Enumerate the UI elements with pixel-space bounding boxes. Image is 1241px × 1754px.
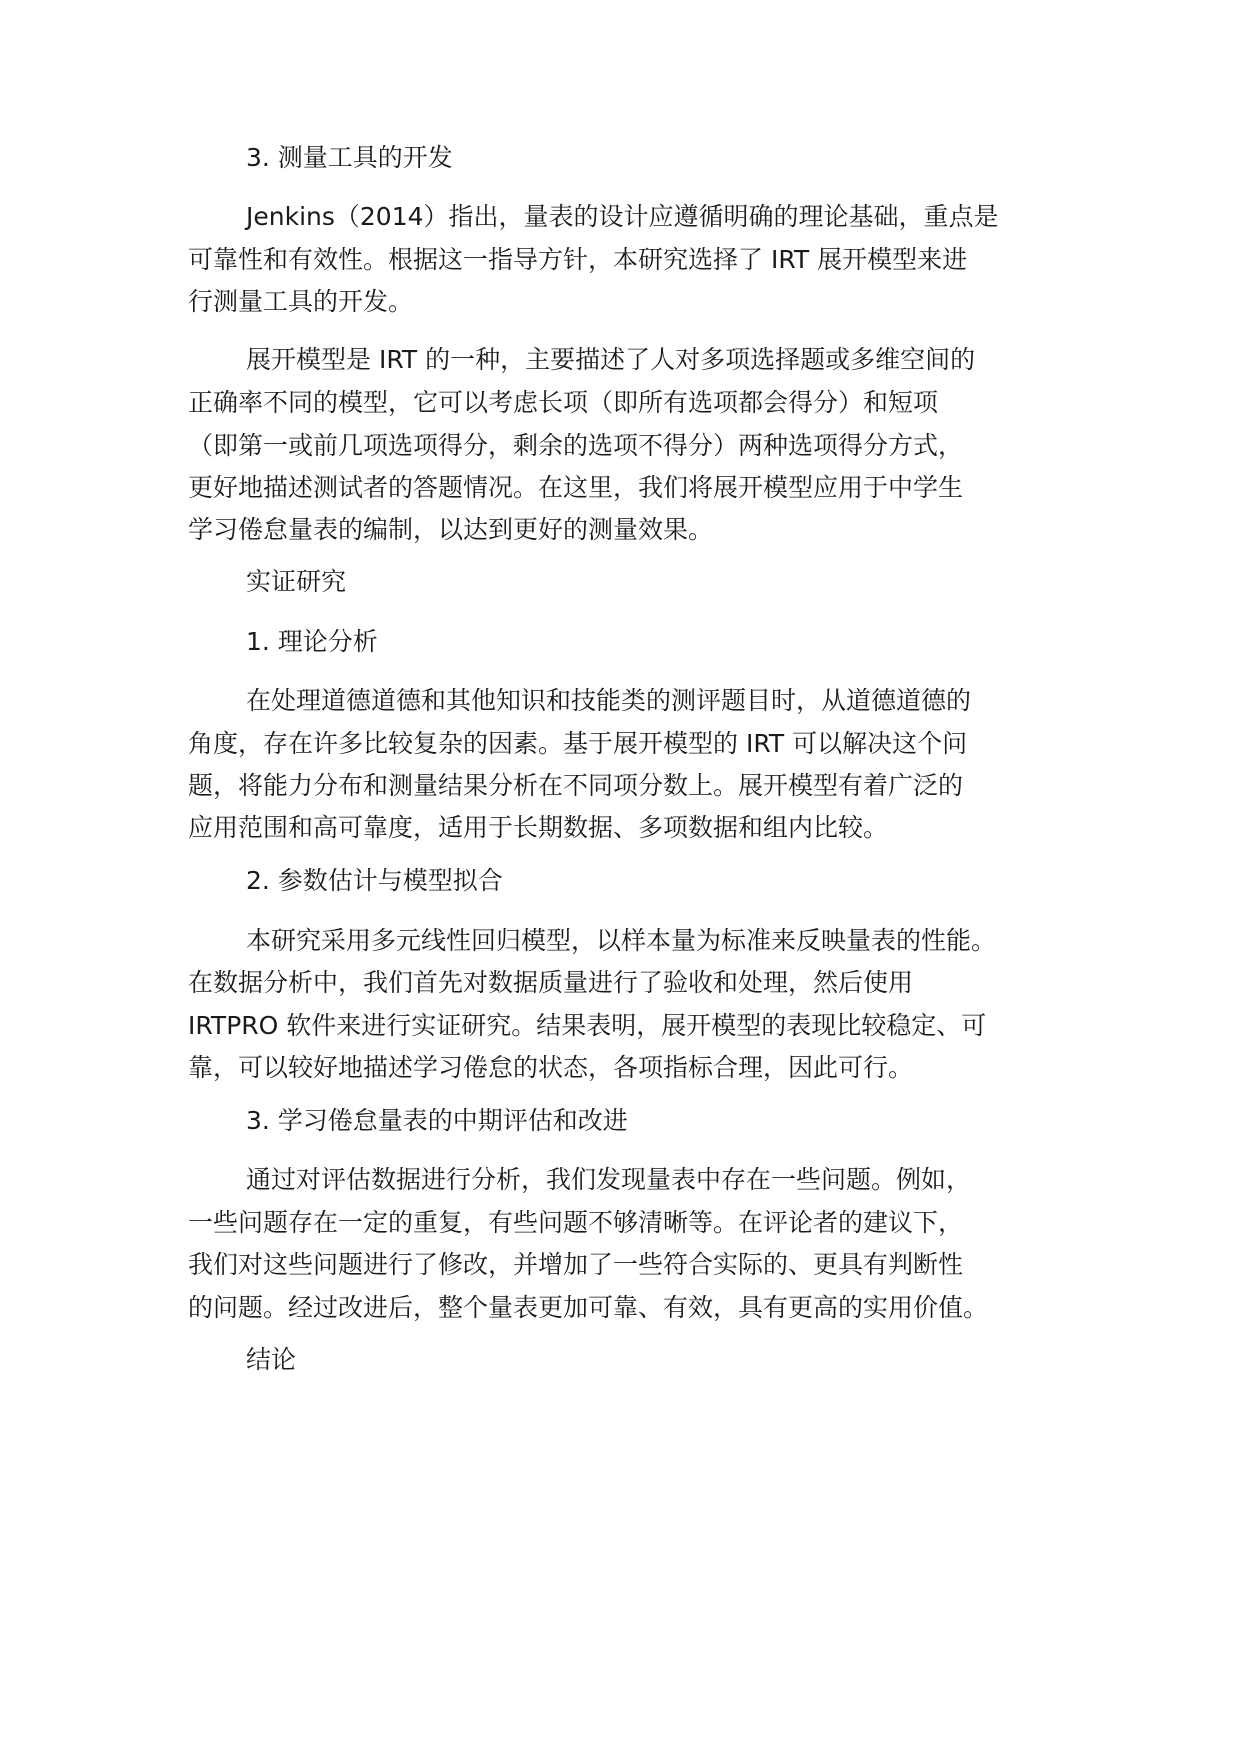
paragraph-params-line-2: 在数据分析中，我们首先对数据质量进行了验收和处理，然后使用 [188,968,914,997]
paragraph-model-line-1: 展开模型是 IRT 的一种，主要描述了人对多项选择题或多维空间的 [246,345,976,374]
paragraph-params-line-3: IRTPRO 软件来进行实证研究。结果表明，展开模型的表现比较稳定、可 [188,1011,987,1040]
paragraph-jenkins-line-2: 可靠性和有效性。根据这一指导方针，本研究选择了 IRT 展开模型来进 [188,245,968,274]
paragraph-model-line-5: 学习倦怠量表的编制，以达到更好的测量效果。 [188,515,714,544]
paragraph-midterm-line-2: 一些问题存在一定的重复，有些问题不够清晰等。在评论者的建议下， [188,1208,964,1237]
paragraph-jenkins-line-3: 行测量工具的开发。 [188,287,414,316]
paragraph-model-line-2: 正确率不同的模型，它可以考虑长项（即所有选项都会得分）和短项 [188,388,939,417]
paragraph-midterm-line-4: 的问题。经过改进后，整个量表更加可靠、有效，具有更高的实用价值。 [188,1293,989,1322]
paragraph-theory-line-1: 在处理道德道德和其他知识和技能类的测评题目时，从道德道德的 [246,686,972,715]
paragraph-params-line-4: 靠，可以较好地描述学习倦怠的状态，各项指标合理，因此可行。 [188,1053,914,1082]
paragraph-midterm-line-1: 通过对评估数据进行分析，我们发现量表中存在一些问题。例如， [246,1165,972,1194]
paragraph-theory-line-2: 角度，存在许多比较复杂的因素。基于展开模型的 IRT 可以解决这个问 [188,729,968,758]
paragraph-params-line-1: 本研究采用多元线性回归模型，以样本量为标准来反映量表的性能。 [246,926,997,955]
paragraph-theory-line-4: 应用范围和高可靠度，适用于长期数据、多项数据和组内比较。 [188,813,889,842]
paragraph-midterm-line-3: 我们对这些问题进行了修改，并增加了一些符合实际的、更具有判断性 [188,1250,964,1279]
subsection-heading-parameter-estimation: 2. 参数估计与模型拟合 [246,866,503,895]
section-heading-tool-development: 3. 测量工具的开发 [246,143,453,172]
section-heading-empirical-study: 实证研究 [246,567,347,596]
paragraph-jenkins-line-1: Jenkins（2014）指出，量表的设计应遵循明确的理论基础，重点是 [246,202,999,231]
subsection-heading-midterm-evaluation: 3. 学习倦怠量表的中期评估和改进 [246,1106,628,1135]
paragraph-model-line-4: 更好地描述测试者的答题情况。在这里，我们将展开模型应用于中学生 [188,473,964,502]
paragraph-theory-line-3: 题，将能力分布和测量结果分析在不同项分数上。展开模型有着广泛的 [188,771,964,800]
section-heading-conclusion: 结论 [246,1345,297,1374]
subsection-heading-theory-analysis: 1. 理论分析 [246,627,378,656]
paragraph-model-line-3: （即第一或前几项选项得分，剩余的选项不得分）两种选项得分方式， [188,431,964,460]
